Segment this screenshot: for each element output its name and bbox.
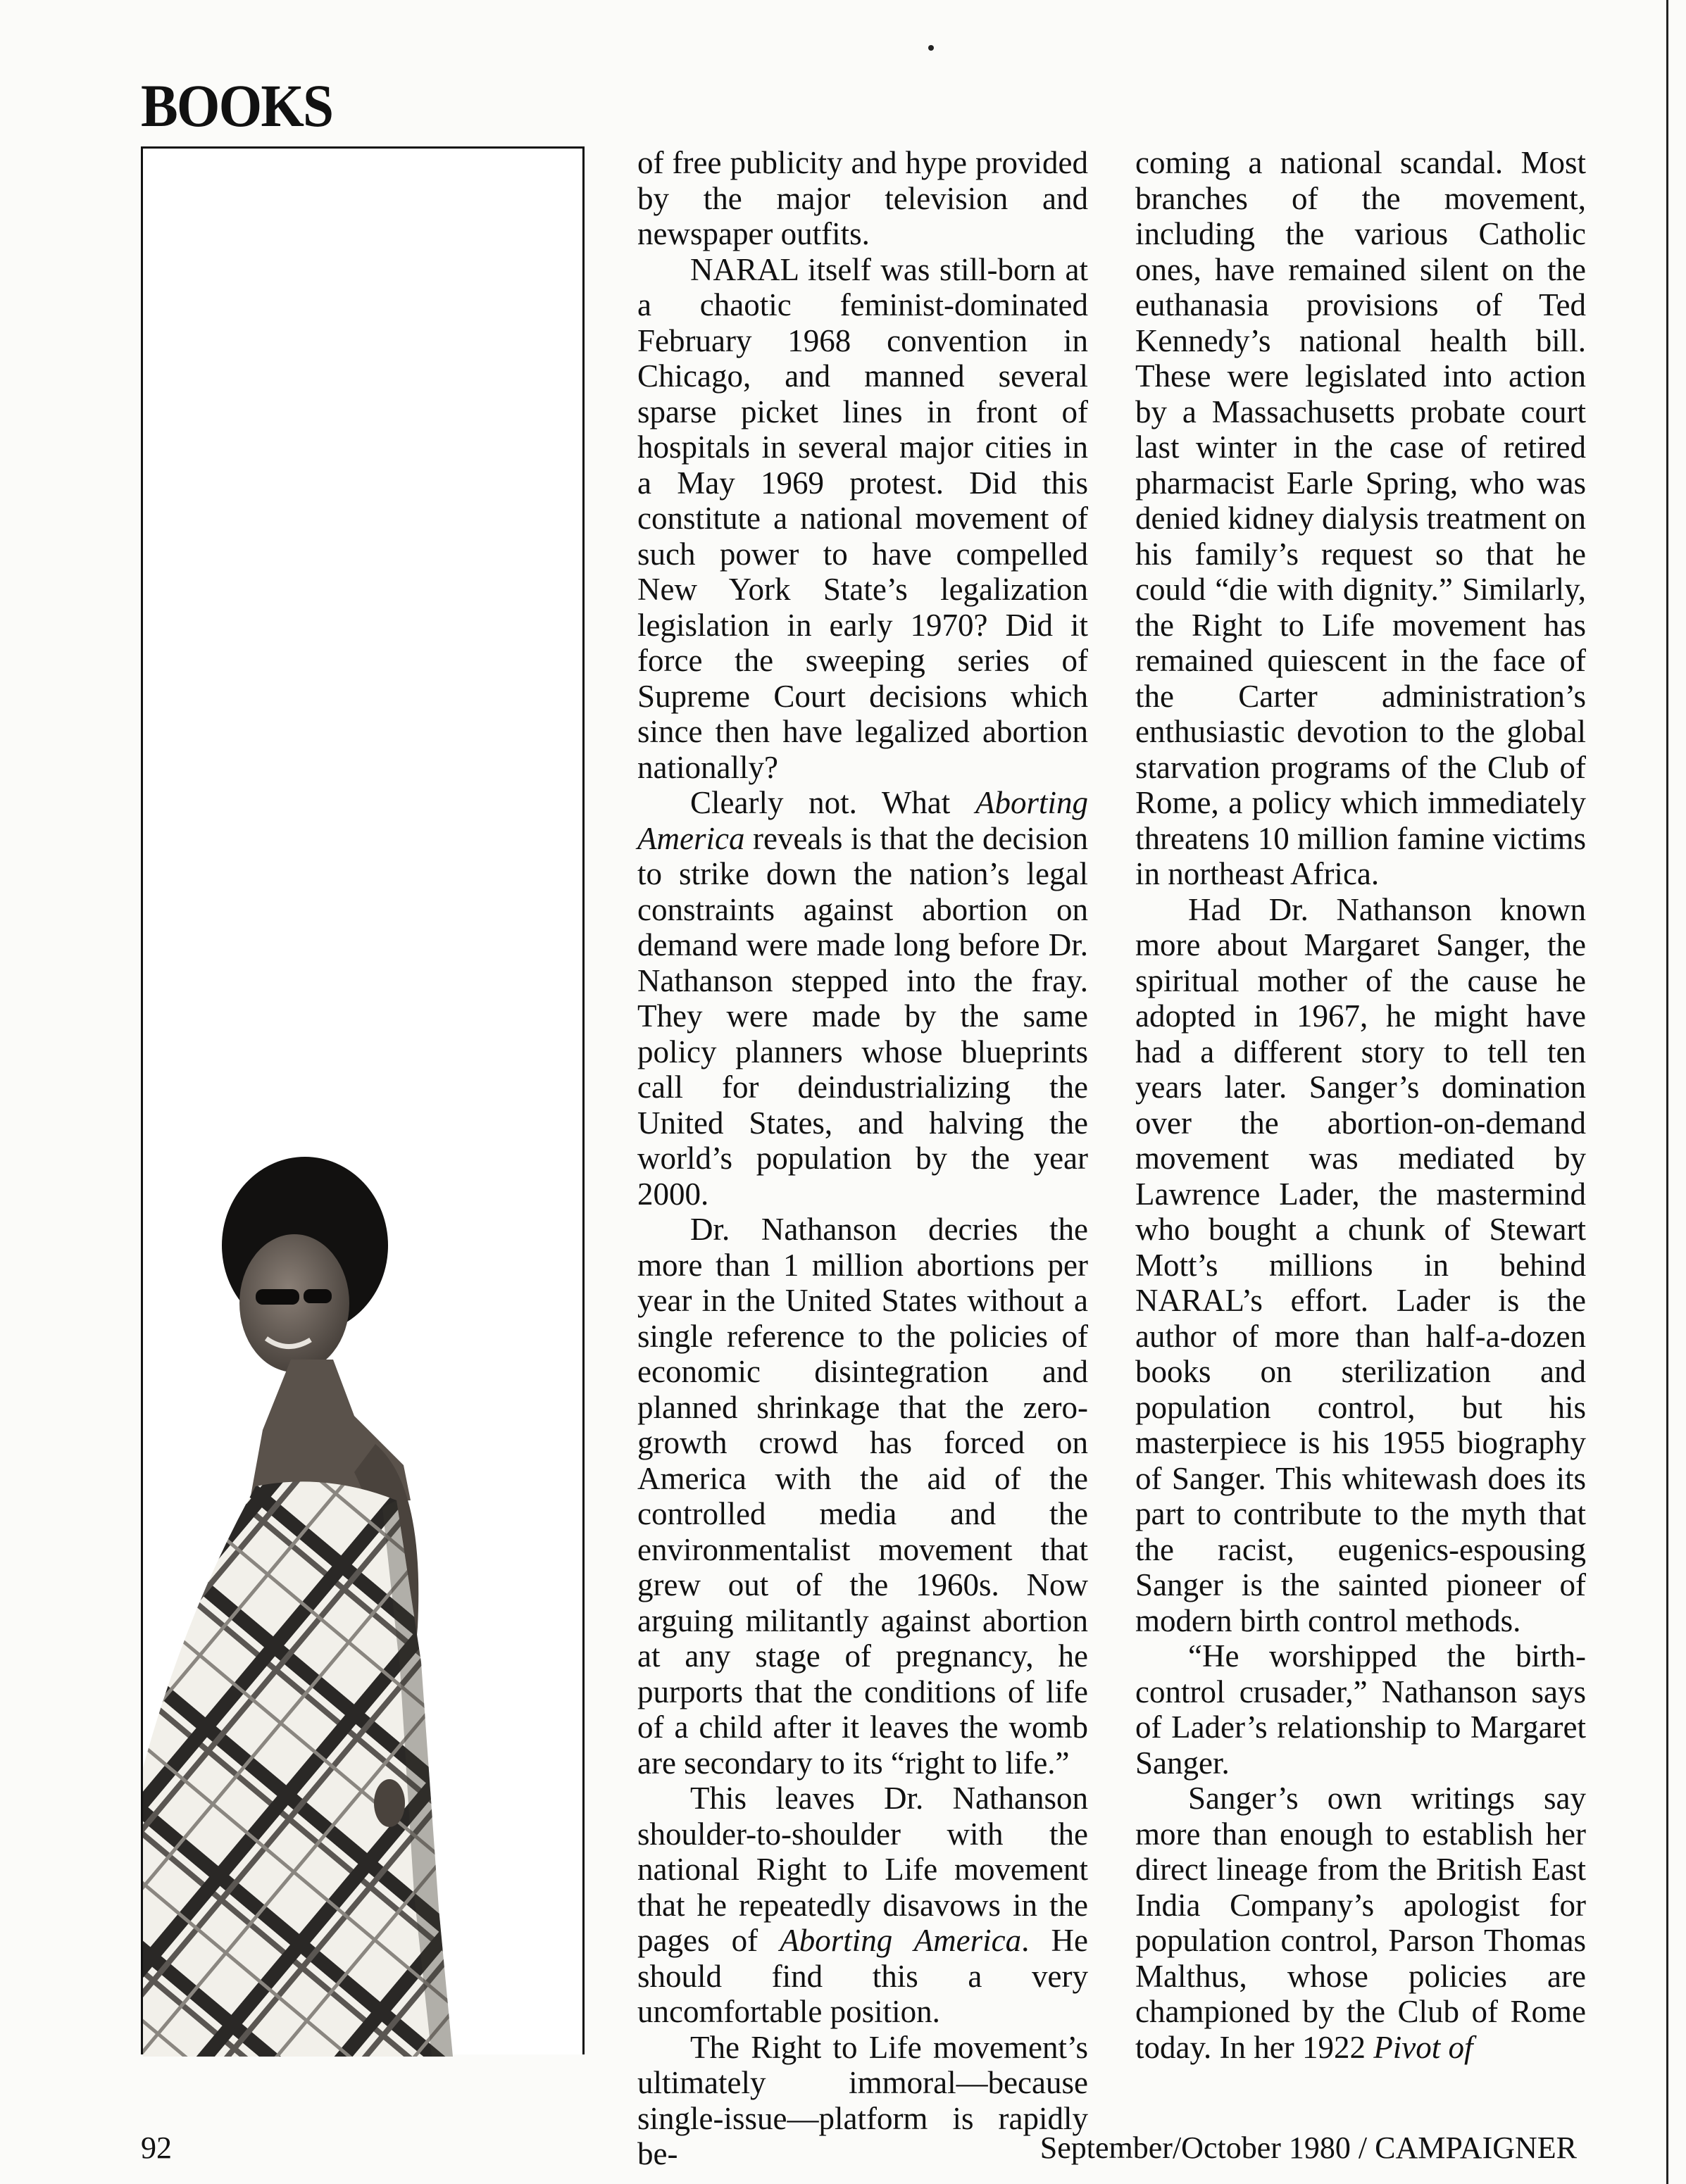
page-edge-line — [1666, 0, 1668, 2184]
woman-in-plaid-dress-photo — [143, 149, 587, 2057]
paragraph: The Right to Life movement’s ultimately immoral—because single-issue—platform is rapidly be- — [637, 2029, 1088, 2171]
section-title: BOOKS — [141, 72, 333, 139]
paragraph: Sanger’s own writings say more than enough to establish her direct lineage from the British East India Company’s apologist for population control, Parson Thomas Malthus, whose policies are championed by the Club of Rome today. In her 1922 Pivot of — [1135, 1781, 1586, 2065]
paragraph: Had Dr. Nathanson known more about Margaret Sanger, the spiritual mother of the cause he adopted in 1967, he might have had a different story to tell ten years later. Sanger’s domination over the abortion-on-demand movement was mediated by Lawrence Lader, the mastermind who bought a chunk of Stewart Mott’s millions in behind NARAL’s effort. Lader is the author of more than half-a-dozen books on sterilization and population control, but his masterpiece is his 1955 biography of Sanger. This whitewash does its part to contribute to the myth that the racist, eugenics-espousing Sanger is the sainted pioneer of modern birth control methods. — [1135, 891, 1586, 1638]
paragraph: “He worshipped the birth-control crusader,” Nathanson says of Lader’s relationship to Margaret Sanger. — [1135, 1638, 1586, 1781]
photo-figure — [141, 146, 585, 2054]
issue-line: September/October 1980 / CAMPAIGNER — [1039, 2130, 1577, 2165]
paragraph: NARAL itself was still-born at a chaotic feminist-dominated February 1968 convention in Chicago, and manned several sparse picket lines in front of hospitals in several major cities in a May 1969 protest. Did this constitute a national movement of such power to have compelled New York State’s legalization legislation in early 1970? Did it force the sweeping series of Supreme Court decisions which since then have legalized abortion nationally? — [637, 251, 1088, 785]
paragraph: Dr. Nathanson decries the more than 1 million abortions per year in the United States without a single reference to the policies of economic disintegration and planned shrinkage that the zero-growth crowd has forced on America with the aid of the controlled media and the environmentalist movement that grew out of the 1960s. Now arguing militantly against abortion at any stage of pregnancy, he purports that the conditions of life of a child after it leaves the womb are secondary to its “right to life.” — [637, 1212, 1088, 1781]
article-column-2 — [1135, 145, 1586, 2065]
article-column-1 — [637, 145, 1088, 2172]
print-speck — [928, 45, 934, 51]
paragraph: This leaves Dr. Nathanson shoulder-to-shoulder with the national Right to Life movement that he repeatedly disavows in the pages of Aborting America. He should find this a very uncomfortable position. — [637, 1781, 1088, 2029]
paragraph: coming a national scandal. Most branches of the movement, including the various Catholic ones, have remained silent on the euthanasia provisions of Ted Kennedy’s national health bill. These were legislated into action by a Massachusetts probate court last winter in the case of retired pharmacist Earle Spring, who was denied kidney dialysis treatment on his family’s request so that he could “die with dignity.” Similarly, the Right to Life movement has remained quiescent in the face of the Carter administration’s enthusiastic devotion to the global starvation programs of the Club of Rome, a policy which immediately threatens 10 million famine victims in northeast Africa. — [1135, 145, 1586, 891]
paragraph: Clearly not. What Aborting America reveals is that the decision to strike down the nation’s legal constraints against abortion on demand were made long before Dr. Nathanson stepped into the fray. They were made by the same policy planners whose blueprints call for deindustrializing the United States, and halving the world’s population by the year 2000. — [637, 785, 1088, 1212]
paragraph: of free publicity and hype provided by the major television and newspaper outfits. — [637, 145, 1088, 251]
page-number: 92 — [141, 2130, 172, 2165]
